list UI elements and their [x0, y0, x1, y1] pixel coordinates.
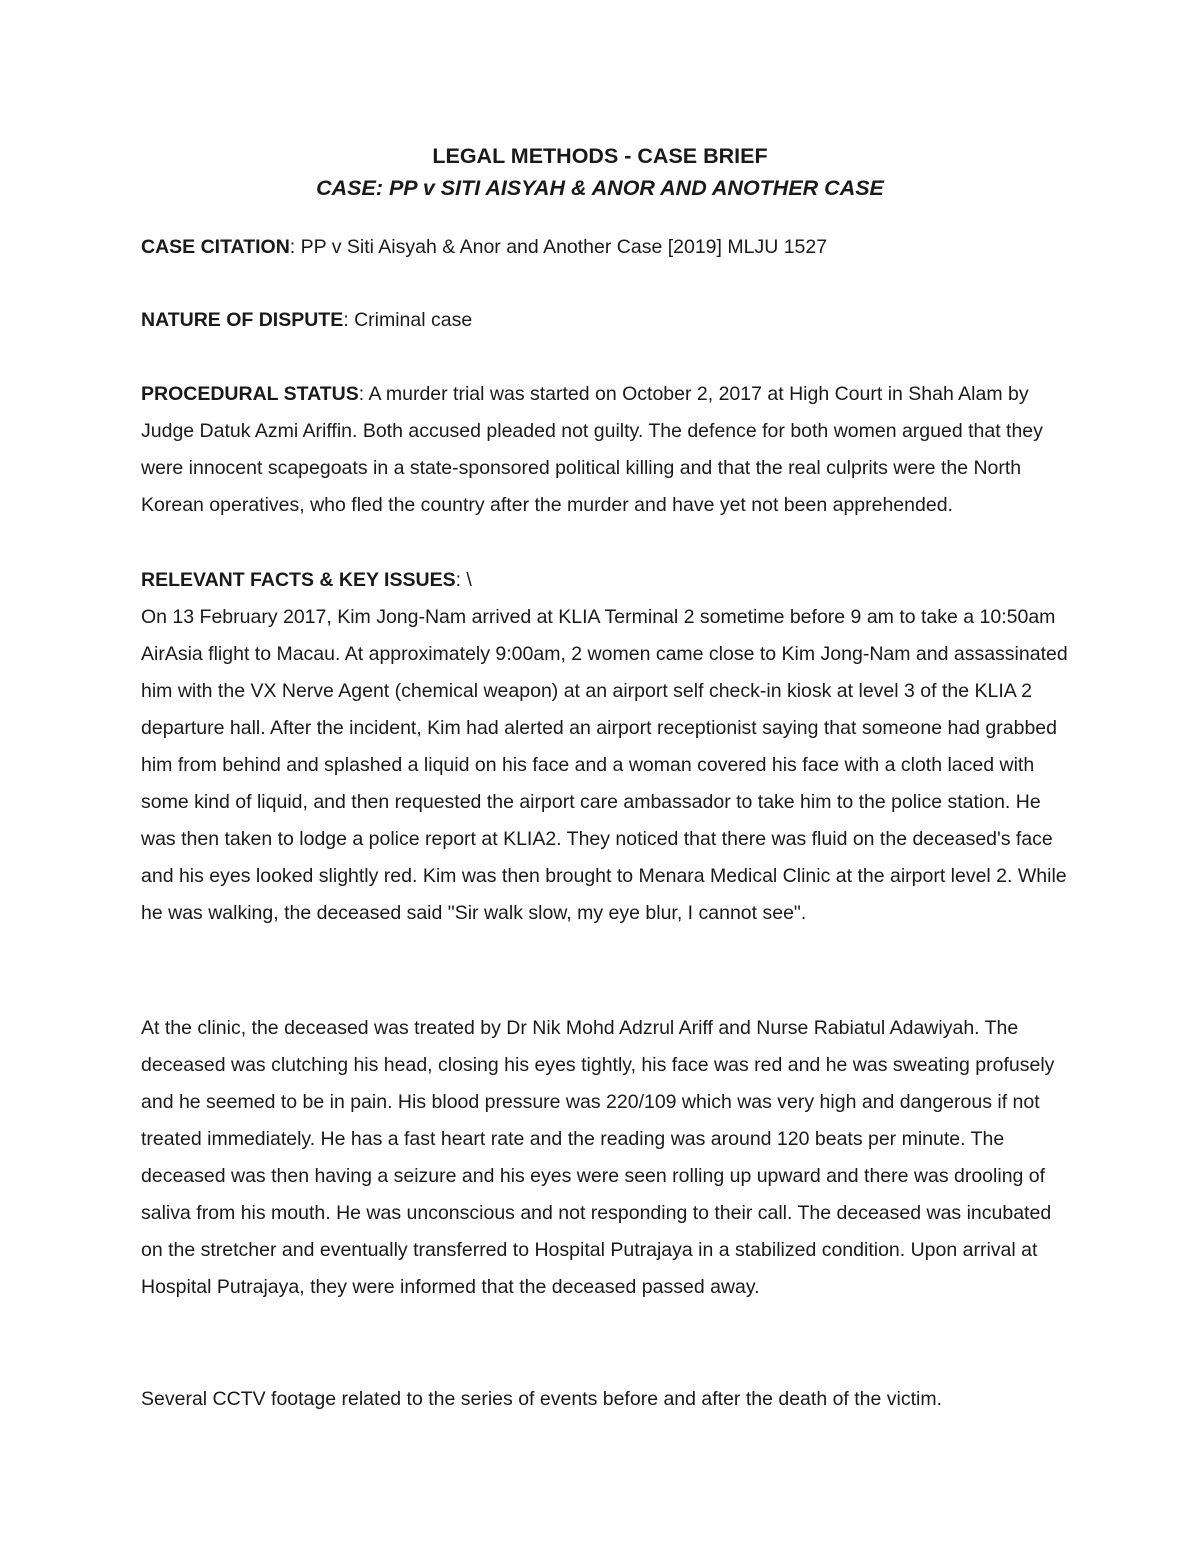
case-subtitle: CASE: PP v SITI AISYAH & ANOR AND ANOTHER CASE [316, 176, 884, 200]
nature-of-dispute-label: NATURE OF DISPUTE [141, 309, 344, 331]
relevant-facts-suffix: : \ [455, 569, 472, 591]
procedural-status-text: : A murder trial was started on October 2, 2017 at High Court in Shah Alam by Judge Datuk Azmi Ariffin. Both accused pleaded not guilty. The defence for both women argued that they were innocent scapegoats in a state-sponsored political killing and that the real culprits were the North Korean operatives, who fled the country after the murder and have yet not been apprehended. [141, 383, 1043, 516]
facts-paragraph-2: At the clinic, the deceased was treated by Dr Nik Mohd Adzrul Ariff and Nurse Rabiatul Adawiyah. The deceased was clutching his head, closing his eyes tightly, his face was red and he was sweating profusely and he seemed to be in pain. His blood pressure was 220/109 which was very high and dangerous if not treated immediately. He has a fast heart rate and the reading was around 120 beats per minute. The deceased was then having a seizure and his eyes were seen rolling up upward and there was drooling of saliva from his mouth. He was unconscious and not responding to their call. The deceased was incubated on the stretcher and eventually transferred to Hospital Putrajaya in a stabilized condition. Upon arrival at Hospital Putrajaya, they were informed that the deceased passed away. [141, 1017, 1055, 1298]
facts-paragraph-3: Several CCTV footage related to the series of events before and after the death of the victim. [141, 1388, 943, 1410]
facts-paragraph-1: On 13 February 2017, Kim Jong-Nam arrived at KLIA Terminal 2 sometime before 9 am to take a 10:50am AirAsia flight to Macau. At approximately 9:00am, 2 women came close to Kim Jong-Nam and assassinated him with the VX Nerve Agent (chemical weapon) at an airport self check-in kiosk at level 3 of the KLIA 2 departure hall. After the incident, Kim had alerted an airport receptionist saying that someone had grabbed him from behind and splashed a liquid on his face and a woman covered his face with a cloth laced with some kind of liquid, and then requested the airport care ambassador to take him to the police station. He was then taken to lodge a police report at KLIA2. They noticed that there was fluid on the deceased's face and his eyes looked slightly red. Kim was then brought to Menara Medical Clinic at the airport level 2. While he was walking, the deceased said "Sir walk slow, my eye blur, I cannot see". [141, 606, 1068, 924]
nature-of-dispute-text: : Criminal case [343, 309, 473, 331]
procedural-status-label: PROCEDURAL STATUS [141, 383, 359, 405]
relevant-facts-label: RELEVANT FACTS & KEY ISSUES [141, 569, 456, 591]
nature-of-dispute-section [141, 302, 1071, 339]
case-citation-text: : PP v Siti Aisyah & Anor and Another Case [2019] MLJU 1527 [289, 236, 828, 258]
relevant-facts-heading [141, 562, 1071, 599]
case-citation-section [141, 229, 1071, 266]
case-citation-label: CASE CITATION [141, 236, 290, 258]
procedural-status-section [141, 376, 1071, 524]
document-title: LEGAL METHODS - CASE BRIEF [432, 144, 768, 168]
